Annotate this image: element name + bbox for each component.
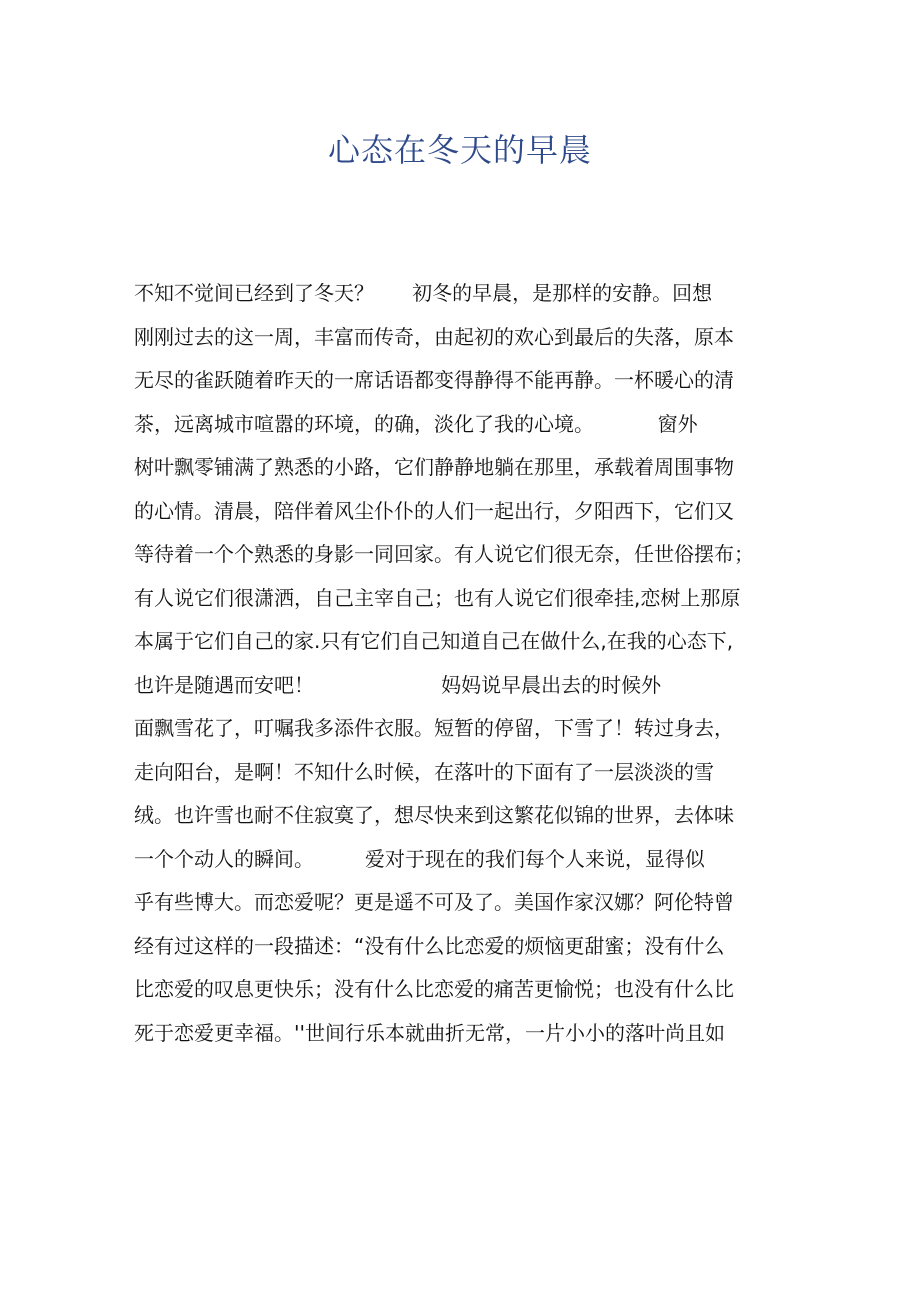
text-line: 一个个动人的瞬间。 爱对于现在的我们每个人来说，显得似	[134, 846, 705, 871]
text-line: 刚刚过去的这一周，丰富而传奇，由起初的欢心到最后的失落，原本	[134, 324, 734, 349]
text-line: 也许是随遇而安吧！ 妈妈说早晨出去的时候外	[134, 672, 662, 697]
text-line: 走向阳台，是啊！不知什么时候，在落叶的下面有了一层淡淡的雪	[134, 759, 714, 784]
text-line: 有人说它们很潇洒，自己主宰自己；也有人说它们很牵挂,恋树上那原	[134, 585, 741, 610]
text-line: 面飘雪花了，叮嘱我多添件衣服。短暂的停留，下雪了！转过身去，	[134, 716, 734, 740]
text-line: 无尽的雀跃随着昨天的一席话语都变得静得不能再静。一杯暖心的清	[134, 368, 734, 392]
text-line: 树叶飘零铺满了熟悉的小路，它们静静地躺在那里，承载着周围事物	[134, 455, 734, 479]
body-text	[134, 272, 794, 1055]
page-title: 心态在冬天的早晨	[327, 131, 592, 169]
text-line: 死于恋爱更幸福。''世间行乐本就曲折无常，一片小小的落叶尚且如	[134, 1020, 725, 1045]
text-line: 不知不觉间已经到了冬天？ 初冬的早晨，是那样的安静。回想	[134, 281, 713, 305]
text-line: 等待着一个个熟悉的身影一同回家。有人说它们很无奈，任世俗摆布；	[134, 542, 754, 566]
text-line: 比恋爱的叹息更快乐；没有什么比恋爱的痛苦更愉悦；也没有什么比	[134, 977, 734, 1001]
text-line: 经有过这样的一段描述：“没有什么比恋爱的烦恼更甜蜜；没有什么	[134, 933, 725, 958]
text-line: 本属于它们自己的家.只有它们自己知道自己在做什么,在我的心态下,	[134, 629, 734, 653]
text-line: 绒。也许雪也耐不住寂寞了，想尽快来到这繁花似锦的世界，去体味	[134, 803, 734, 827]
text-line: 茶，远离城市喧嚣的环境，的确，淡化了我的心境。 窗外	[134, 411, 698, 436]
text-line: 乎有些博大。而恋爱呢？更是遥不可及了。美国作家汉娜？阿伦特曾	[134, 890, 734, 914]
text-line: 的心情。清晨，陪伴着风尘仆仆的人们一起出行，夕阳西下，它们又	[134, 498, 734, 523]
